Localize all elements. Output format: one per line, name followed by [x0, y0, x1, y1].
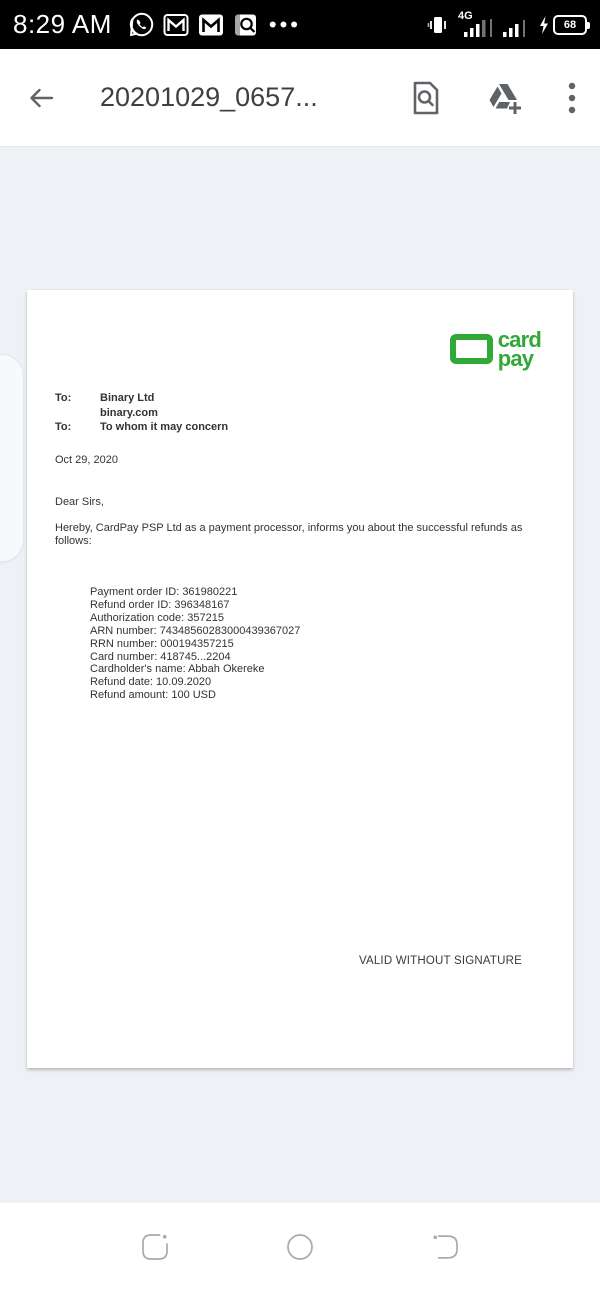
detail-line: Payment order ID: 361980221: [90, 586, 238, 598]
app-search-icon: [232, 12, 260, 38]
detail-line: Authorization code: 357215: [90, 611, 224, 624]
logo-text-line2: pay: [497, 346, 534, 371]
recipient-label: To:: [55, 392, 72, 404]
battery-icon: 68: [553, 15, 587, 35]
back-icon[interactable]: [421, 1223, 469, 1271]
home-icon[interactable]: [276, 1223, 324, 1271]
salutation: Dear Sirs,: [55, 496, 104, 508]
detail-line: Card number: 418745...2204: [90, 650, 231, 663]
cardpay-logo: [450, 327, 541, 371]
document-title: 20201029_0657...: [100, 82, 318, 112]
charging-icon: [538, 15, 550, 35]
card-icon: [450, 334, 493, 364]
refund-details: [90, 586, 300, 702]
detail-line: Refund date: 10.09.2020: [90, 676, 212, 689]
letter-body: Hereby, CardPay PSP Ltd as a payment processor, informs you about the successful refunds as follows:: [55, 522, 523, 547]
recipient-label: To:: [55, 421, 72, 433]
detail-line: ARN number: 74348560283000439367027: [90, 624, 301, 637]
system-status-icons: [427, 11, 587, 39]
document-viewer-canvas[interactable]: [0, 148, 600, 1202]
find-in-page-icon[interactable]: [410, 80, 442, 116]
status-bar: [0, 0, 600, 49]
android-nav-bar: [0, 1202, 600, 1290]
pdf-page: [27, 290, 573, 1068]
recipient-block: [55, 391, 228, 435]
detail-line: Refund amount: 100 USD: [90, 689, 216, 702]
scroll-handle[interactable]: [0, 354, 24, 562]
mail-icon: [197, 12, 225, 38]
validity-note: VALID WITHOUT SIGNATURE: [358, 955, 522, 967]
ellipsis-icon: •••: [268, 11, 302, 37]
detail-line: RRN number: 000194357215: [90, 637, 234, 650]
logo-text-line1: card: [497, 327, 541, 352]
recents-icon[interactable]: [131, 1223, 179, 1271]
add-to-drive-icon[interactable]: [486, 80, 524, 116]
whatsapp-icon: [128, 11, 155, 38]
recipient-name: Binary Ltd: [100, 392, 155, 404]
overflow-menu-icon[interactable]: [568, 81, 576, 115]
clock: 8:29 AM: [13, 9, 112, 39]
letter-date: Oct 29, 2020: [55, 454, 118, 466]
recipient-domain: binary.com: [100, 406, 158, 419]
back-arrow-icon[interactable]: [24, 81, 58, 115]
gmail-icon: [162, 12, 190, 38]
detail-line: Refund order ID: 396348167: [90, 598, 230, 611]
app-bar: [0, 49, 600, 147]
signal-4g-icon: 4G: [458, 11, 494, 39]
signal-icon: [503, 11, 529, 39]
notification-icons: [128, 11, 301, 38]
vibrate-icon: [427, 11, 449, 39]
recipient-concern: To whom it may concern: [100, 421, 229, 433]
detail-line: Cardholder's name: Abbah Okereke: [90, 663, 265, 676]
battery-status: [538, 11, 587, 39]
